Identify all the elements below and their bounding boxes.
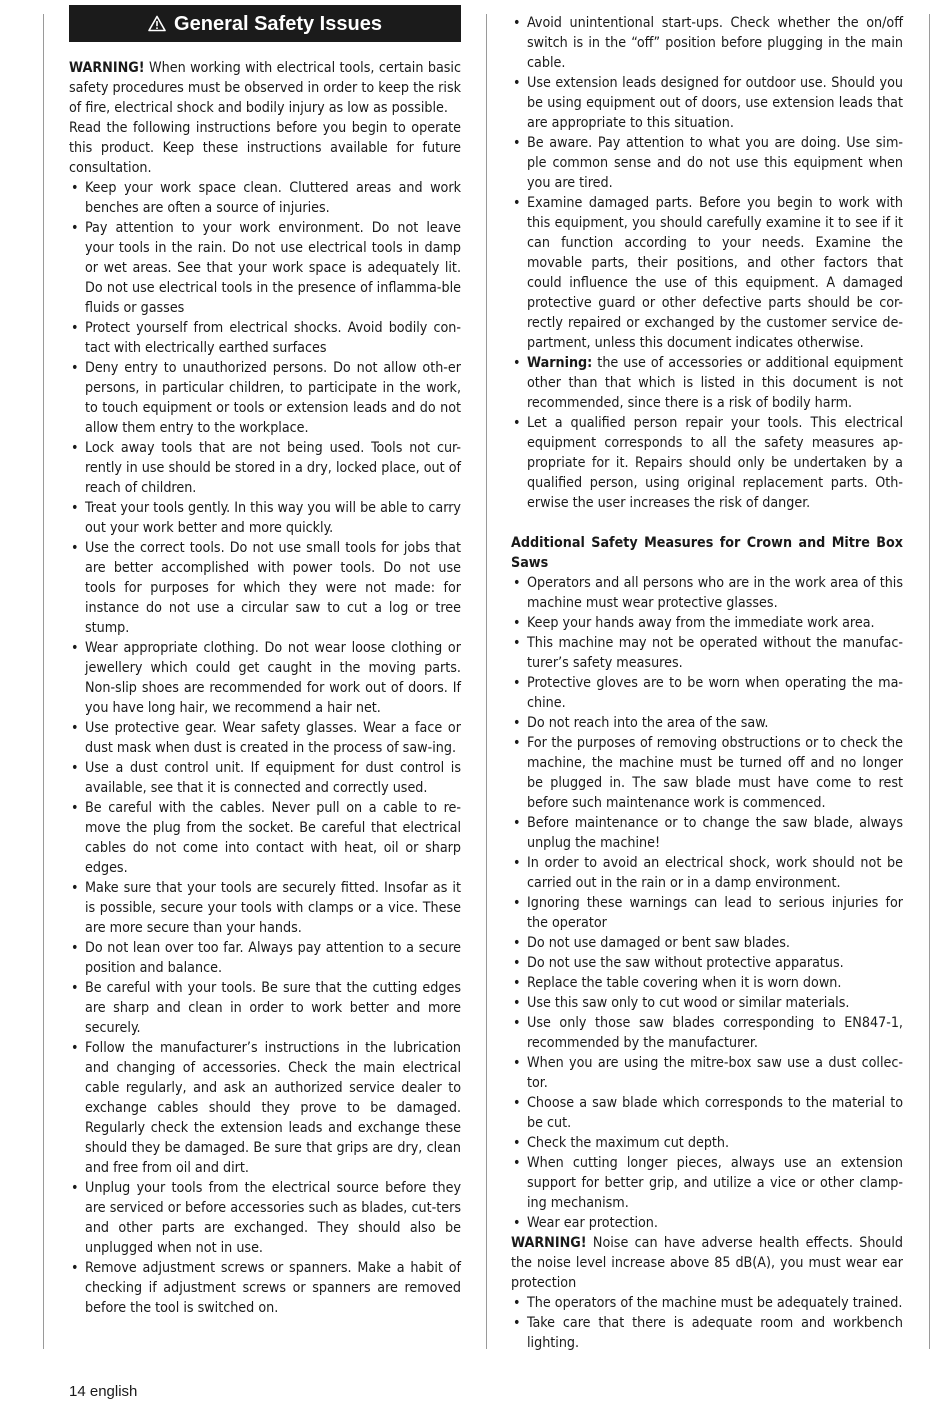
list-item: • Use extension leads designed for outdoor use. Should you be using equipment out of doors, use extension leads that are appropriate to this situation. (511, 73, 903, 133)
list-item: • Deny entry to unauthorized persons. Do not allow oth-er persons, in particular children, to participate in the work, to touch equipment or tools or extension leads and do not allow them entry to the workplace. (69, 358, 461, 438)
list-item: • Wear appropriate clothing. Do not wear loose clothing or jewellery which could get caught in the moving parts. Non-slip shoes are recommended for work out of doors. If you have long hair, we recommend a hair net. (69, 638, 461, 718)
column-divider-rule (486, 14, 487, 1349)
list-item: • Use protective gear. Wear safety glasses. Wear a face or dust mask when dust is created in the process of saw-ing. (69, 718, 461, 758)
left-margin-rule (43, 14, 44, 1349)
subsection-title: Additional Safety Measures for Crown and Mitre Box Saws (511, 535, 903, 571)
list-item: • When cutting longer pieces, always use an extension support for better grip, and utilize a vice or other clamp-ing mechanism. (511, 1153, 903, 1213)
noise-warning-text: Noise can have adverse health effects. Should the noise level increase above 85 dB(A), you must wear ear protection (511, 1235, 903, 1291)
list-item: • Follow the manufacturer’s instructions in the lubrication and changing of accessories. Check the main electrical cable regularly, and ask an authorized service dealer to exchange cables should they prove to be damaged. Regularly check the extension leads and exchange these should they be damaged. Be sure that grips are dry, clean and free from oil and dirt. (69, 1038, 461, 1178)
list-item: • Let a qualified person repair your tools. This electrical equipment corresponds to all the safety measures ap-propriate for it. Repairs should only be undertaken by a qualified person, using original replacement parts. Oth-erwise the user increases the risk of danger. (511, 413, 903, 513)
list-item: • Lock away tools that are not being used. Tools not cur-rently in use should be stored in a dry, locked place, out of reach of children. (69, 438, 461, 498)
general-list-right (511, 13, 903, 513)
list-item: • This machine may not be operated without the manufac-turer’s safety measures. (511, 633, 903, 673)
right-margin-rule (929, 14, 930, 1349)
list-item: • Do not use damaged or bent saw blades. (511, 933, 903, 953)
list-item: • Keep your hands away from the immediate work area. (511, 613, 903, 633)
section-header (69, 5, 461, 42)
noise-warning-label: WARNING! (511, 1235, 587, 1251)
list-item: • Be careful with the cables. Never pull on a cable to re-move the plug from the socket. Be careful that electrical cables do not come into contact with heat, oil or sharp edges. (69, 798, 461, 878)
list-item: • Use only those saw blades corresponding to EN847-1, recommended by the manufacturer. (511, 1013, 903, 1053)
list-item: • Avoid unintentional start-ups. Check whether the on/off switch is in the “off” position before plugging in the main cable. (511, 13, 903, 73)
noise-warning (511, 1233, 903, 1293)
list-item: • Choose a saw blade which corresponds to the material to be cut. (511, 1093, 903, 1133)
list-item: • Wear ear protection. (511, 1213, 903, 1233)
list-item: • Take care that there is adequate room and workbench lighting. (511, 1313, 903, 1353)
list-item: • Operators and all persons who are in the work area of this machine must wear protective glasses. (511, 573, 903, 613)
list-item: • Protect yourself from electrical shocks. Avoid bodily con-tact with electrically earthed surfaces (69, 318, 461, 358)
list-item: • Do not reach into the area of the saw. (511, 713, 903, 733)
general-list-left (69, 178, 461, 1318)
list-item: • Keep your work space clean. Cluttered areas and work benches are often a source of injuries. (69, 178, 461, 218)
list-item: • Check the maximum cut depth. (511, 1133, 903, 1153)
list-item: • Unplug your tools from the electrical source before they are serviced or before accessories such as blades, cut-ters and other parts are exchanged. They should also be unplugged when not in use. (69, 1178, 461, 1258)
intro-warning (69, 58, 461, 118)
list-item: • Treat your tools gently. In this way you will be able to carry out your work better and more quickly. (69, 498, 461, 538)
page-title: General Safety Issues (174, 12, 382, 35)
list-item: • Use the correct tools. Do not use small tools for jobs that are better accomplished with power tools. Do not use tools for purposes for which they were not made: for instance do not use a circular saw to cut a log or tree stump. (69, 538, 461, 638)
list-item: • Be careful with your tools. Be sure that the cutting edges are sharp and clean in order to work better and more securely. (69, 978, 461, 1038)
list-item: • Remove adjustment screws or spanners. Make a habit of checking if adjustment screws or spanners are removed before the tool is switched on. (69, 1258, 461, 1318)
list-item-warning (511, 353, 903, 413)
warning-triangle-icon (148, 15, 166, 32)
list-item: • Make sure that your tools are securely fitted. Insofar as it is possible, secure your tools with clamps or a vice. These are more secure than your hands. (69, 878, 461, 938)
warning-item-label: Warning: (527, 355, 593, 371)
warning-text: When working with electrical tools, certain basic safety procedures must be observed in order to keep the risk of fire, electrical shock and bodily injury as low as possible. (69, 60, 461, 116)
right-column (511, 13, 903, 1353)
list-item: • For the purposes of removing obstructions or to check the machine, the machine must be turned off and no longer be plugged in. The saw blade must have come to rest before such maintenance work is commenced. (511, 733, 903, 813)
list-item: • Be aware. Pay attention to what you are doing. Use sim-ple common sense and do not use this equipment when you are tired. (511, 133, 903, 193)
list-item: • Protective gloves are to be worn when operating the ma-chine. (511, 673, 903, 713)
additional-list (511, 573, 903, 1233)
list-item: • Do not lean over too far. Always pay attention to a secure position and balance. (69, 938, 461, 978)
list-item: • Before maintenance or to change the saw blade, always unplug the machine! (511, 813, 903, 853)
list-item: • Pay attention to your work environment. Do not leave your tools in the rain. Do not use electrical tools in damp or wet areas. See that your work space is adequately lit. Do not use electrical tools in the presence of inflamma-ble fluids or gasses (69, 218, 461, 318)
list-item: • Do not use the saw without protective apparatus. (511, 953, 903, 973)
warning-item-text: the use of accessories or additional equipment other than that which is listed in this document is not recommended, since there is a risk of bodily harm. (527, 355, 903, 411)
page-footer: 14 english (69, 1383, 138, 1400)
list-item: • Ignoring these warnings can lead to serious injuries for the operator (511, 893, 903, 933)
left-column (69, 5, 461, 1318)
list-item: • Replace the table covering when it is worn down. (511, 973, 903, 993)
intro-read: Read the following instructions before you begin to operate this product. Keep these instructions available for future consultation. (69, 120, 461, 176)
final-list (511, 1293, 903, 1353)
warning-label: WARNING! (69, 60, 145, 76)
list-item: • In order to avoid an electrical shock, work should not be carried out in the rain or in a damp environment. (511, 853, 903, 893)
list-item: • Use this saw only to cut wood or similar materials. (511, 993, 903, 1013)
list-item: • When you are using the mitre-box saw use a dust collec-tor. (511, 1053, 903, 1093)
list-item: • Use a dust control unit. If equipment for dust control is available, see that it is connected and correctly used. (69, 758, 461, 798)
list-item: • The operators of the machine must be adequately trained. (511, 1293, 903, 1313)
list-item: • Examine damaged parts. Before you begin to work with this equipment, you should carefully examine it to see if it can function according to your needs. Examine the movable parts, their positions, and other factors that could influence the use of this equipment. A damaged protective guard or other defective parts should be cor-rectly repaired or exchanged by the customer service de-partment, unless this document indicates otherwise. (511, 193, 903, 353)
